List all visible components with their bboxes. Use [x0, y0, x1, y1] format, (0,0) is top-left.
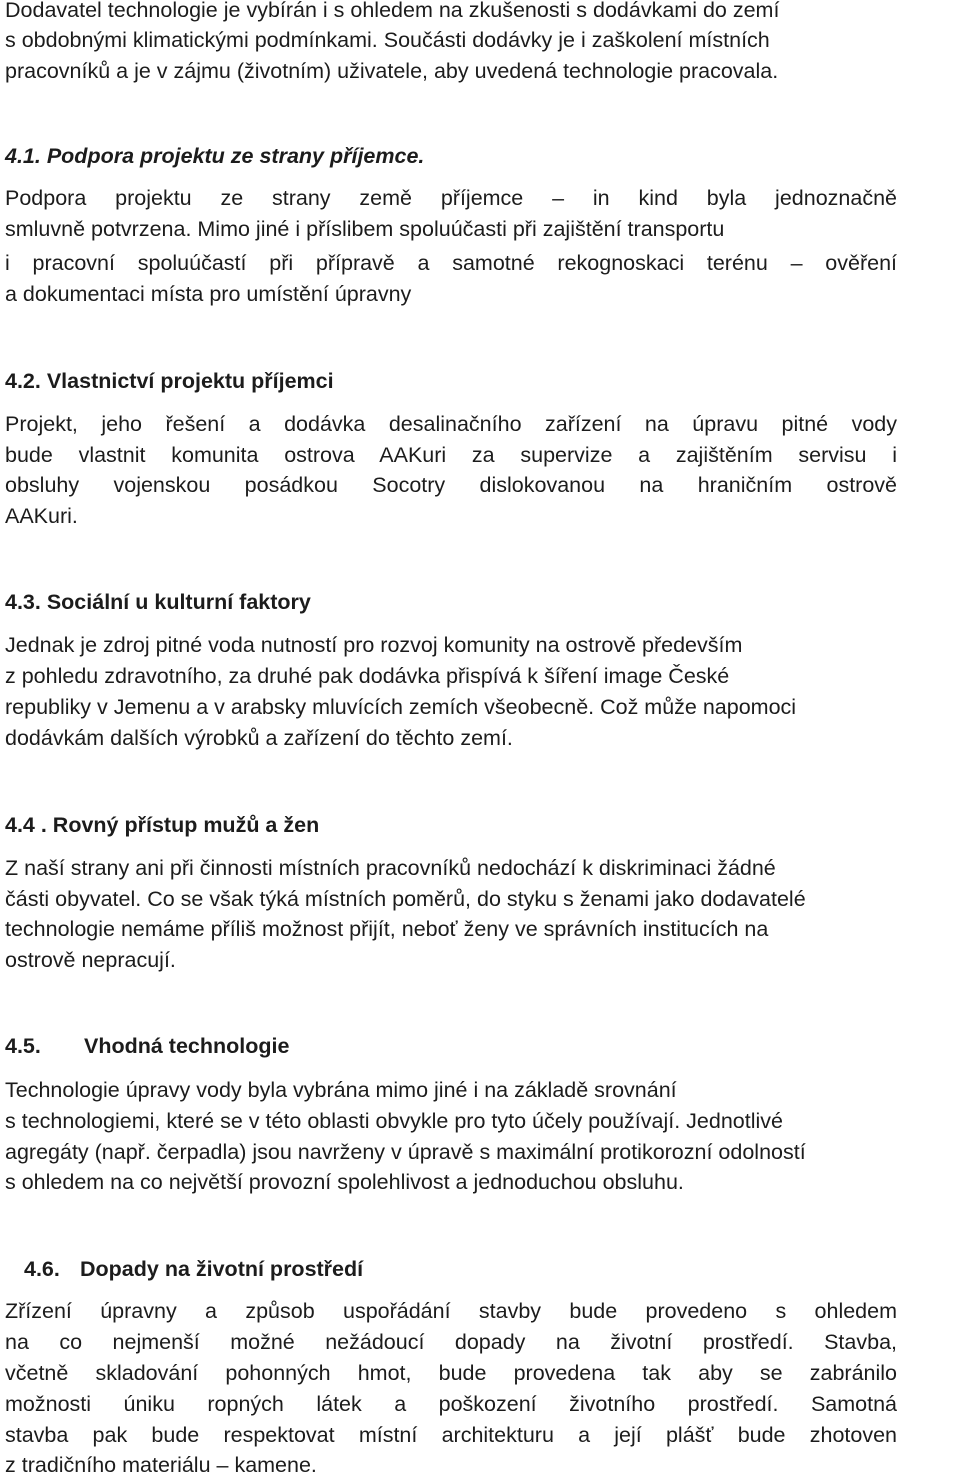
text-line: s technologiemi, které se v této oblasti obvykle pro tyto účely používají. Jednotlivé [5, 1109, 783, 1133]
section-heading: 4.2. Vlastnictví projektu příjemci [5, 369, 334, 393]
text-line: agregáty (např. čerpadla) jsou navrženy v úpravě s maximální protikorozní odolností [5, 1140, 806, 1164]
section-heading: Dopady na životní prostředí [80, 1257, 364, 1281]
text-line: z pohledu zdravotního, za druhé pak dodávka přispívá k šíření image České [5, 664, 730, 688]
text-line: z tradičního materiálu – kamene. [5, 1453, 317, 1477]
text-line: technologie nemáme příliš možnost přijít, neboť ženy ve správních institucích na [5, 917, 769, 941]
text-line: Z naší strany ani při činnosti místních pracovníků nedochází k diskriminaci žádné [5, 856, 776, 880]
section-heading: 4.1. Podpora projektu ze strany příjemce. [5, 144, 425, 168]
section-number: 4.5. [5, 1034, 41, 1058]
text-line: s obdobnými klimatickými podmínkami. Součásti dodávky je i zaškolení místních [5, 28, 770, 52]
text-line: bude vlastnit komunita ostrova AAKuri za supervize a zajištěním servisu i [5, 443, 897, 467]
text-line: AAKuri. [5, 504, 78, 528]
text-line: obsluhy vojenskou posádkou Socotry dislokovanou na hraničním ostrově [5, 473, 897, 497]
text-line: Jednak je zdroj pitné voda nutností pro rozvoj komunity na ostrově především [5, 633, 743, 657]
text-line: dodávkám dalších výrobků a zařízení do těchto zemí. [5, 726, 513, 750]
text-line: možnosti úniku ropných látek a poškození životního prostředí. Samotná [5, 1392, 897, 1416]
section-heading: 4.4 . Rovný přístup mužů a žen [5, 813, 320, 837]
text-line: ostrově nepracují. [5, 948, 176, 972]
text-line: Projekt, jeho řešení a dodávka desalinačního zařízení na úpravu pitné vody [5, 412, 897, 436]
text-line: Podpora projektu ze strany země příjemce – in kind byla jednoznačně [5, 186, 897, 210]
text-line: na co nejmenší možné nežádoucí dopady na životní prostředí. Stavba, [5, 1330, 897, 1354]
text-line: a dokumentaci místa pro umístění úpravny [5, 282, 412, 306]
text-line: republiky v Jemenu a v arabsky mluvících zemích všeobecně. Což může napomoci [5, 695, 797, 719]
text-line: i pracovní spoluúčastí při přípravě a samotné rekognoskaci terénu – ověření [5, 251, 897, 275]
text-line: smluvně potvrzena. Mimo jiné i příslibem spoluúčasti při zajištění transportu [5, 217, 725, 241]
text-line: včetně skladování pohonných hmot, bude provedena tak aby se zabránilo [5, 1361, 897, 1385]
text-line: Dodavatel technologie je vybírán i s ohledem na zkušenosti s dodávkami do zemí [5, 0, 780, 22]
section-heading: Vhodná technologie [84, 1034, 290, 1058]
text-line: části obyvatel. Co se však týká místních poměrů, do styku s ženami jako dodavatelé [5, 887, 806, 911]
section-number: 4.6. [24, 1257, 60, 1281]
section-heading: 4.3. Sociální u kulturní faktory [5, 590, 311, 614]
text-line: Technologie úpravy vody byla vybrána mimo jiné i na základě srovnání [5, 1078, 677, 1102]
text-line: s ohledem na co největší provozní spolehlivost a jednoduchou obsluhu. [5, 1170, 684, 1194]
text-line: pracovníků a je v zájmu (životním) uživatele, aby uvedená technologie pracovala. [5, 59, 779, 83]
text-line: Zřízení úpravny a způsob uspořádání stavby bude provedeno s ohledem [5, 1299, 897, 1323]
text-line: stavba pak bude respektovat místní architekturu a její plášť bude zhotoven [5, 1423, 897, 1447]
